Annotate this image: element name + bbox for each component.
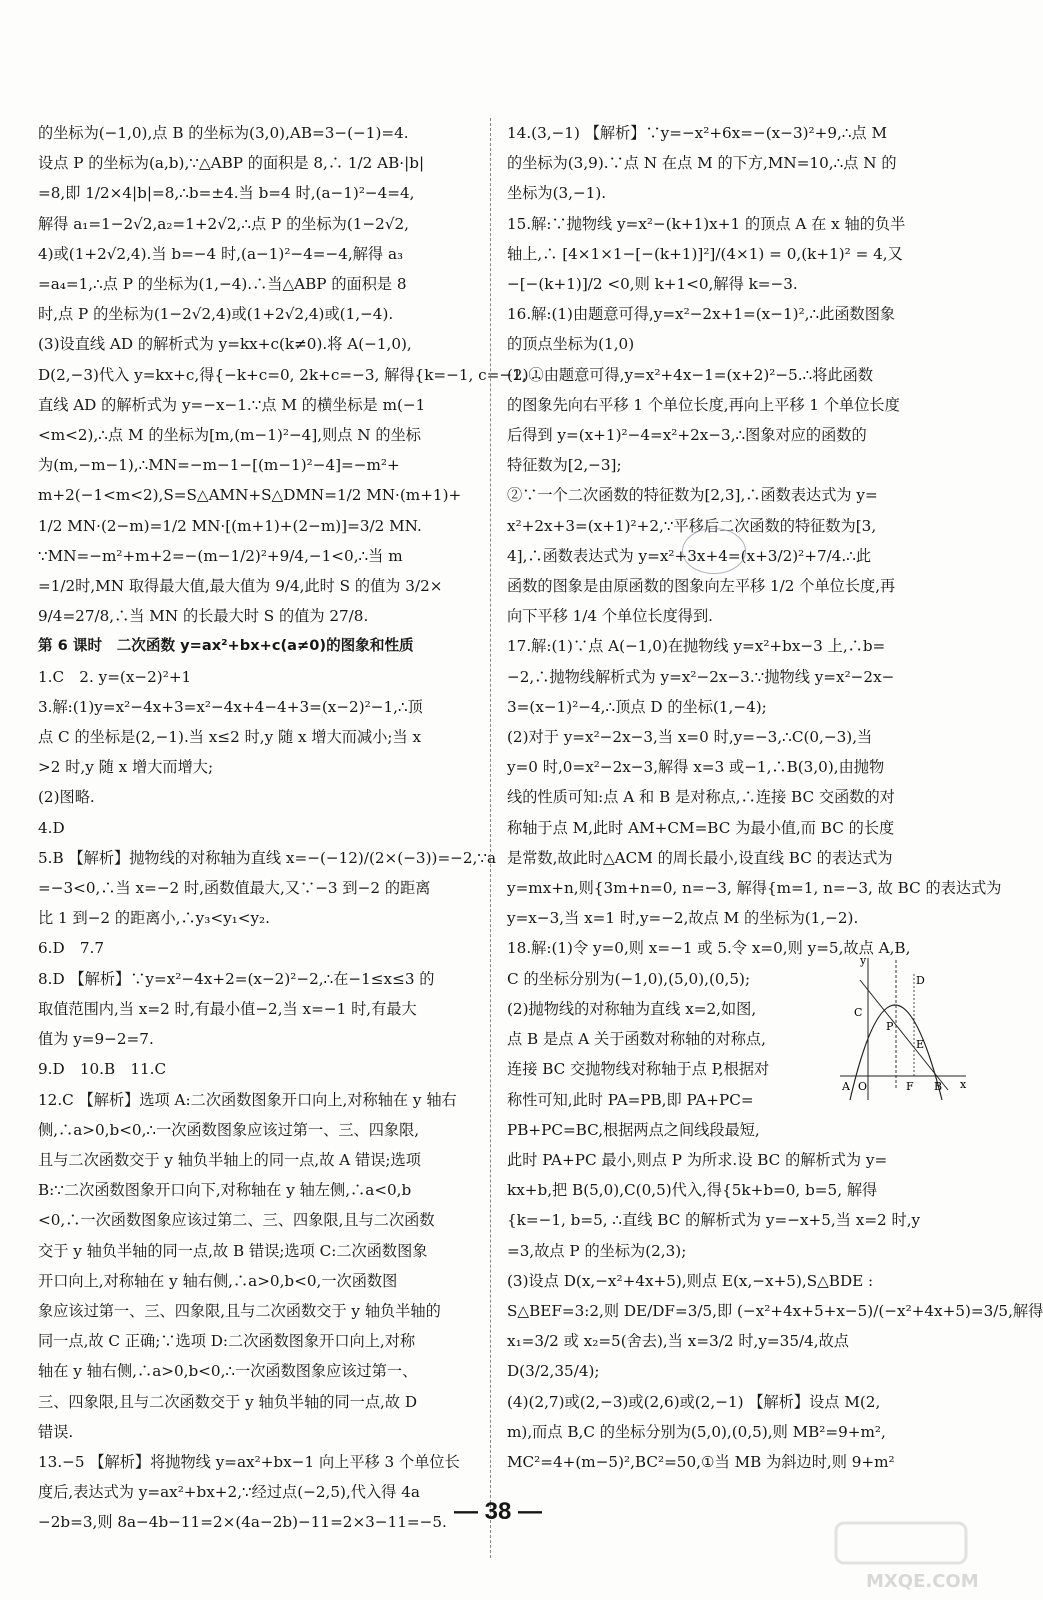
- text-line: >2 时,y 随 x 增大而增大;: [38, 758, 214, 777]
- text-line: 三、四象限,且与二次函数交于 y 轴负半轴的同一点,故 D: [38, 1392, 418, 1411]
- text-line: 线的性质可知:点 A 和 B 是对称点,∴连接 BC 交函数的对: [507, 788, 895, 807]
- text-line: 4)或(1+2√2,4).当 b=−4 时,(a−1)²−4=−4,解得 a₃: [38, 244, 404, 263]
- label-x: x: [960, 1078, 967, 1091]
- parabola-figure: [838, 950, 968, 1108]
- text-line: MC²=4+(m−5)²,BC²=50,①当 MB 为斜边时,则 9+m²: [507, 1452, 895, 1471]
- text-line: 坐标为(3,−1).: [507, 184, 607, 203]
- text-line: 9/4=27/8,∴当 MN 的长最大时 S 的值为 27/8.: [38, 607, 369, 626]
- text-line: 连接 BC 交抛物线对称轴于点 P,根据对: [507, 1060, 770, 1079]
- text-line: <m<2),∴点 M 的坐标为[m,(m−1)²−4],则点 N 的坐标: [38, 426, 421, 445]
- label-a: A: [842, 1080, 850, 1093]
- text-line: S△BEF=3:2,则 DE/DF=3/5,即 (−x²+4x+5+x−5)/(−x²+4x+5)=3/5,解得: [507, 1301, 1043, 1320]
- label-e: E: [916, 1038, 925, 1051]
- text-line: 1/2 MN·(2−m)=1/2 MN·[(m+1)+(2−m)]=3/2 MN.: [38, 516, 422, 535]
- right-column: [507, 118, 1043, 1477]
- text-line: 称轴于点 M,此时 AM+CM=BC 为最小值,而 BC 的长度: [507, 818, 895, 837]
- text-line: 17.解:(1)∵点 A(−1,0)在抛物线 y=x²+bx−3 上,∴b=: [507, 637, 886, 656]
- text-line: 是常数,故此时△ACM 的周长最小,设直线 BC 的表达式为: [507, 848, 893, 867]
- text-line: 且与二次函数交于 y 轴负半轴上的同一点,故 A 错误;选项: [38, 1150, 421, 1169]
- text-line: (3)设直线 AD 的解析式为 y=kx+c(k≠0).将 A(−1,0),: [38, 335, 412, 354]
- text-line: <0,∴一次函数图象应该过第二、三、四象限,且与二次函数: [38, 1211, 435, 1230]
- text-line: =a₄=1,∴点 P 的坐标为(1,−4).∴当△ABP 的面积是 8: [38, 275, 407, 294]
- text-line: −[−(k+1)]/2 <0,则 k+1<0,解得 k=−3.: [507, 275, 798, 294]
- text-line: =8,即 1/2×4|b|=8,∴b=±4.当 b=4 时,(a−1)²−4=4,: [38, 184, 415, 203]
- text-line: 此时 PA+PC 最小,则点 P 为所求.设 BC 的解析式为 y=: [507, 1150, 888, 1169]
- text-line: y=x−3,当 x=1 时,y=−2,故点 M 的坐标为(1,−2).: [507, 909, 859, 928]
- text-line: 向下平移 1/4 个单位长度得到.: [507, 607, 713, 626]
- text-line: (4)(2,7)或(2,−3)或(2,6)或(2,−1) 【解析】设点 M(2,: [507, 1392, 881, 1411]
- label-f: F: [906, 1080, 914, 1093]
- text-line: 错误.: [38, 1422, 74, 1441]
- text-line: y=mx+n,则{3m+n=0, n=−3, 解得{m=1, n=−3, 故 BC 的表达式为: [507, 879, 1002, 898]
- text-line: 侧,∴a>0,b<0,∴一次函数图象应该过第一、三、四象限,: [38, 1120, 420, 1139]
- text-line: (3)设点 D(x,−x²+4x+5),则点 E(x,−x+5),S△BDE :: [507, 1271, 874, 1290]
- line-bc: [860, 980, 948, 1090]
- text-line: 6.D 7.7: [38, 939, 105, 958]
- text-line: 1.C 2. y=(x−2)²+1: [38, 667, 192, 686]
- watermark-logo: [826, 1515, 979, 1595]
- text-line: (2)对于 y=x²−2x−3,当 x=0 时,y=−3,∴C(0,−3),当: [507, 728, 873, 747]
- text-line: C 的坐标分别为(−1,0),(5,0),(0,5);: [507, 969, 751, 988]
- section-title: 第 6 课时 二次函数 y=ax²+bx+c(a≠0)的图象和性质: [38, 637, 414, 655]
- text-line: −2b=3,则 8a−4b−11=2×(4a−2b)−11=2×3−11=−5.: [38, 1513, 447, 1532]
- text-line: x²+2x+3=(x+1)²+2,∵平移后二次函数的特征数为[3,: [507, 516, 877, 535]
- text-line: 的坐标为(3,9).∵点 N 在点 M 的下方,MN=10,∴点 N 的: [507, 154, 897, 173]
- text-line: 值为 y=9−2=7.: [38, 1030, 154, 1049]
- text-line: =3,故点 P 的坐标为(2,3);: [507, 1241, 687, 1260]
- text-line: 象应该过第一、三、四象限,且与二次函数交于 y 轴负半轴的: [38, 1301, 441, 1320]
- text-line: m+2(−1<m<2),S=S△AMN+S△DMN=1/2 MN·(m+1)+: [38, 486, 462, 505]
- column-divider: [490, 118, 491, 1558]
- text-line: 9.D 10.B 11.C: [38, 1060, 167, 1079]
- text-line: 15.解:∵抛物线 y=x²−(k+1)x+1 的顶点 A 在 x 轴的负半: [507, 214, 906, 233]
- text-line: 18.解:(1)令 y=0,则 x=−1 或 5.令 x=0,则 y=5,故点 A,B,: [507, 939, 911, 958]
- text-line: 的坐标为(−1,0),点 B 的坐标为(3,0),AB=3−(−1)=4.: [38, 124, 409, 142]
- text-line: 后得到 y=(x+1)²−4=x²+2x−3,∴图象对应的函数的: [507, 426, 867, 445]
- text-line: ∵MN=−m²+m+2=−(m−1/2)²+9/4,−1<0,∴当 m: [38, 546, 403, 565]
- label-b: B: [934, 1080, 943, 1093]
- page-number: — 38 —: [453, 1498, 543, 1525]
- text-line: 取值范围内,当 x=2 时,有最小值−2,当 x=−1 时,有最大: [38, 999, 417, 1018]
- text-line: D(3/2,35/4);: [507, 1362, 600, 1381]
- text-line: x₁=3/2 或 x₂=5(舍去),当 x=3/2 时,y=35/4,故点: [507, 1332, 849, 1351]
- text-line: 3=(x−1)²−4,∴顶点 D 的坐标(1,−4);: [507, 697, 767, 716]
- text-line: 交于 y 轴负半轴的同一点,故 B 错误;选项 C:二次函数图象: [38, 1241, 428, 1260]
- text-line: 12.C 【解析】选项 A:二次函数图象开口向上,对称轴在 y 轴右: [38, 1090, 457, 1109]
- text-line: 直线 AD 的解析式为 y=−x−1.∵点 M 的横坐标是 m(−1: [38, 395, 426, 414]
- text-line: 4],∴函数表达式为 y=x²+3x+4=(x+3/2)²+7/4.∴此: [507, 546, 872, 565]
- text-line: PB+PC=BC,根据两点之间线段最短,: [507, 1120, 760, 1139]
- text-line: 轴在 y 轴右侧,∴a>0,b<0,∴一次函数图象应该过第一、: [38, 1362, 418, 1381]
- text-line: 点 B 是点 A 关于函数对称轴的对称点,: [507, 1030, 766, 1049]
- text-line: 14.(3,−1) 【解析】∵y=−x²+6x=−(x−3)²+9,∴点 M: [507, 124, 888, 142]
- text-line: =−3<0,∴当 x=−2 时,函数值最大,又∵−3 到−2 的距离: [38, 879, 431, 898]
- text-line: 8.D 【解析】∵y=x²−4x+2=(x−2)²−2,∴在−1≤x≤3 的: [38, 969, 435, 988]
- label-y: y: [860, 954, 867, 967]
- text-line: 5.B 【解析】抛物线的对称轴为直线 x=−(−12)/(2×(−3))=−2,∵a: [38, 848, 497, 867]
- text-line: 轴上,∴ [4×1×1−[−(k+1)]²]/(4×1) = 0,(k+1)² = 4,又: [507, 244, 903, 263]
- text-line: 设点 P 的坐标为(a,b),∵△ABP 的面积是 8,∴ 1/2 AB·|b|: [38, 154, 425, 173]
- label-p: P: [886, 1020, 894, 1033]
- text-line: (2)①由题意可得,y=x²+4x−1=(x+2)²−5.∴将此函数: [507, 365, 874, 384]
- text-line: =1/2时,MN 取得最大值,最大值为 9/4,此时 S 的值为 3/2×: [38, 577, 443, 596]
- text-line: m),而点 B,C 的坐标分别为(5,0),(0,5),则 MB²=9+m²,: [507, 1422, 886, 1441]
- text-line: 4.D: [38, 818, 65, 837]
- text-line: 称性可知,此时 PA=PB,即 PA+PC=: [507, 1090, 754, 1109]
- text-line: D(2,−3)代入 y=kx+c,得{−k+c=0, 2k+c=−3, 解得{k=−1, c=−1, ∴: [38, 365, 542, 384]
- text-line: ②∵一个二次函数的特征数为[2,3],∴函数表达式为 y=: [507, 486, 878, 505]
- text-line: 时,点 P 的坐标为(1−2√2,4)或(1+2√2,4)或(1,−4).: [38, 305, 394, 324]
- text-line: 解得 a₁=1−2√2,a₂=1+2√2,∴点 P 的坐标为(1−2√2,: [38, 214, 409, 233]
- text-line: (2)抛物线的对称轴为直线 x=2,如图,: [507, 999, 757, 1018]
- text-line: {k=−1, b=5, ∴直线 BC 的解析式为 y=−x+5,当 x=2 时,y: [507, 1211, 921, 1230]
- text-line: 度后,表达式为 y=ax²+bx+2,∵经过点(−2,5),代入得 4a: [38, 1483, 420, 1502]
- text-line: 的图象先向右平移 1 个单位长度,再向上平移 1 个单位长度: [507, 395, 900, 414]
- text-line: −2,∴抛物线解析式为 y=x²−2x−3.∵抛物线 y=x²−2x−: [507, 667, 895, 686]
- text-line: 比 1 到−2 的距离小,∴y₃<y₁<y₂.: [38, 909, 270, 928]
- text-line: 同一点,故 C 正确;∵选项 D:二次函数图象开口向上,对称: [38, 1332, 416, 1351]
- text-line: (2)图略.: [38, 788, 95, 807]
- text-line: 为(m,−m−1),∴MN=−m−1−[(m−1)²−4]=−m²+: [38, 456, 400, 475]
- text-line: 3.解:(1)y=x²−4x+3=x²−4x+4−4+3=(x−2)²−1,∴顶: [38, 697, 423, 716]
- label-o: O: [858, 1080, 868, 1093]
- text-line: 开口向上,对称轴在 y 轴右侧,∴a>0,b<0,一次函数图: [38, 1271, 398, 1290]
- watermark-text: MXQE.COM: [866, 1571, 979, 1592]
- ink-stamp-mark: [682, 528, 746, 574]
- text-line: 的顶点坐标为(1,0): [507, 335, 635, 354]
- text-line: 函数的图象是由原函数的图象向左平移 1/2 个单位长度,再: [507, 577, 896, 596]
- label-d: D: [916, 974, 925, 987]
- text-line: 13.−5 【解析】将抛物线 y=ax²+bx−1 向上平移 3 个单位长: [38, 1452, 460, 1471]
- text-line: kx+b,把 B(5,0),C(0,5)代入,得{5k+b=0, b=5, 解得: [507, 1181, 878, 1200]
- text-line: B:∵二次函数图象开口向下,对称轴在 y 轴左侧,∴a<0,b: [38, 1181, 412, 1200]
- text-line: y=0 时,0=x²−2x−3,解得 x=3 或−1,∴B(3,0),由抛物: [507, 758, 885, 777]
- text-line: 特征数为[2,−3];: [507, 456, 622, 475]
- text-line: 点 C 的坐标是(2,−1).当 x≤2 时,y 随 x 增大而减小;当 x: [38, 728, 422, 747]
- label-c: C: [854, 1006, 863, 1019]
- text-line: 16.解:(1)由题意可得,y=x²−2x+1=(x−1)²,∴此函数图象: [507, 305, 896, 324]
